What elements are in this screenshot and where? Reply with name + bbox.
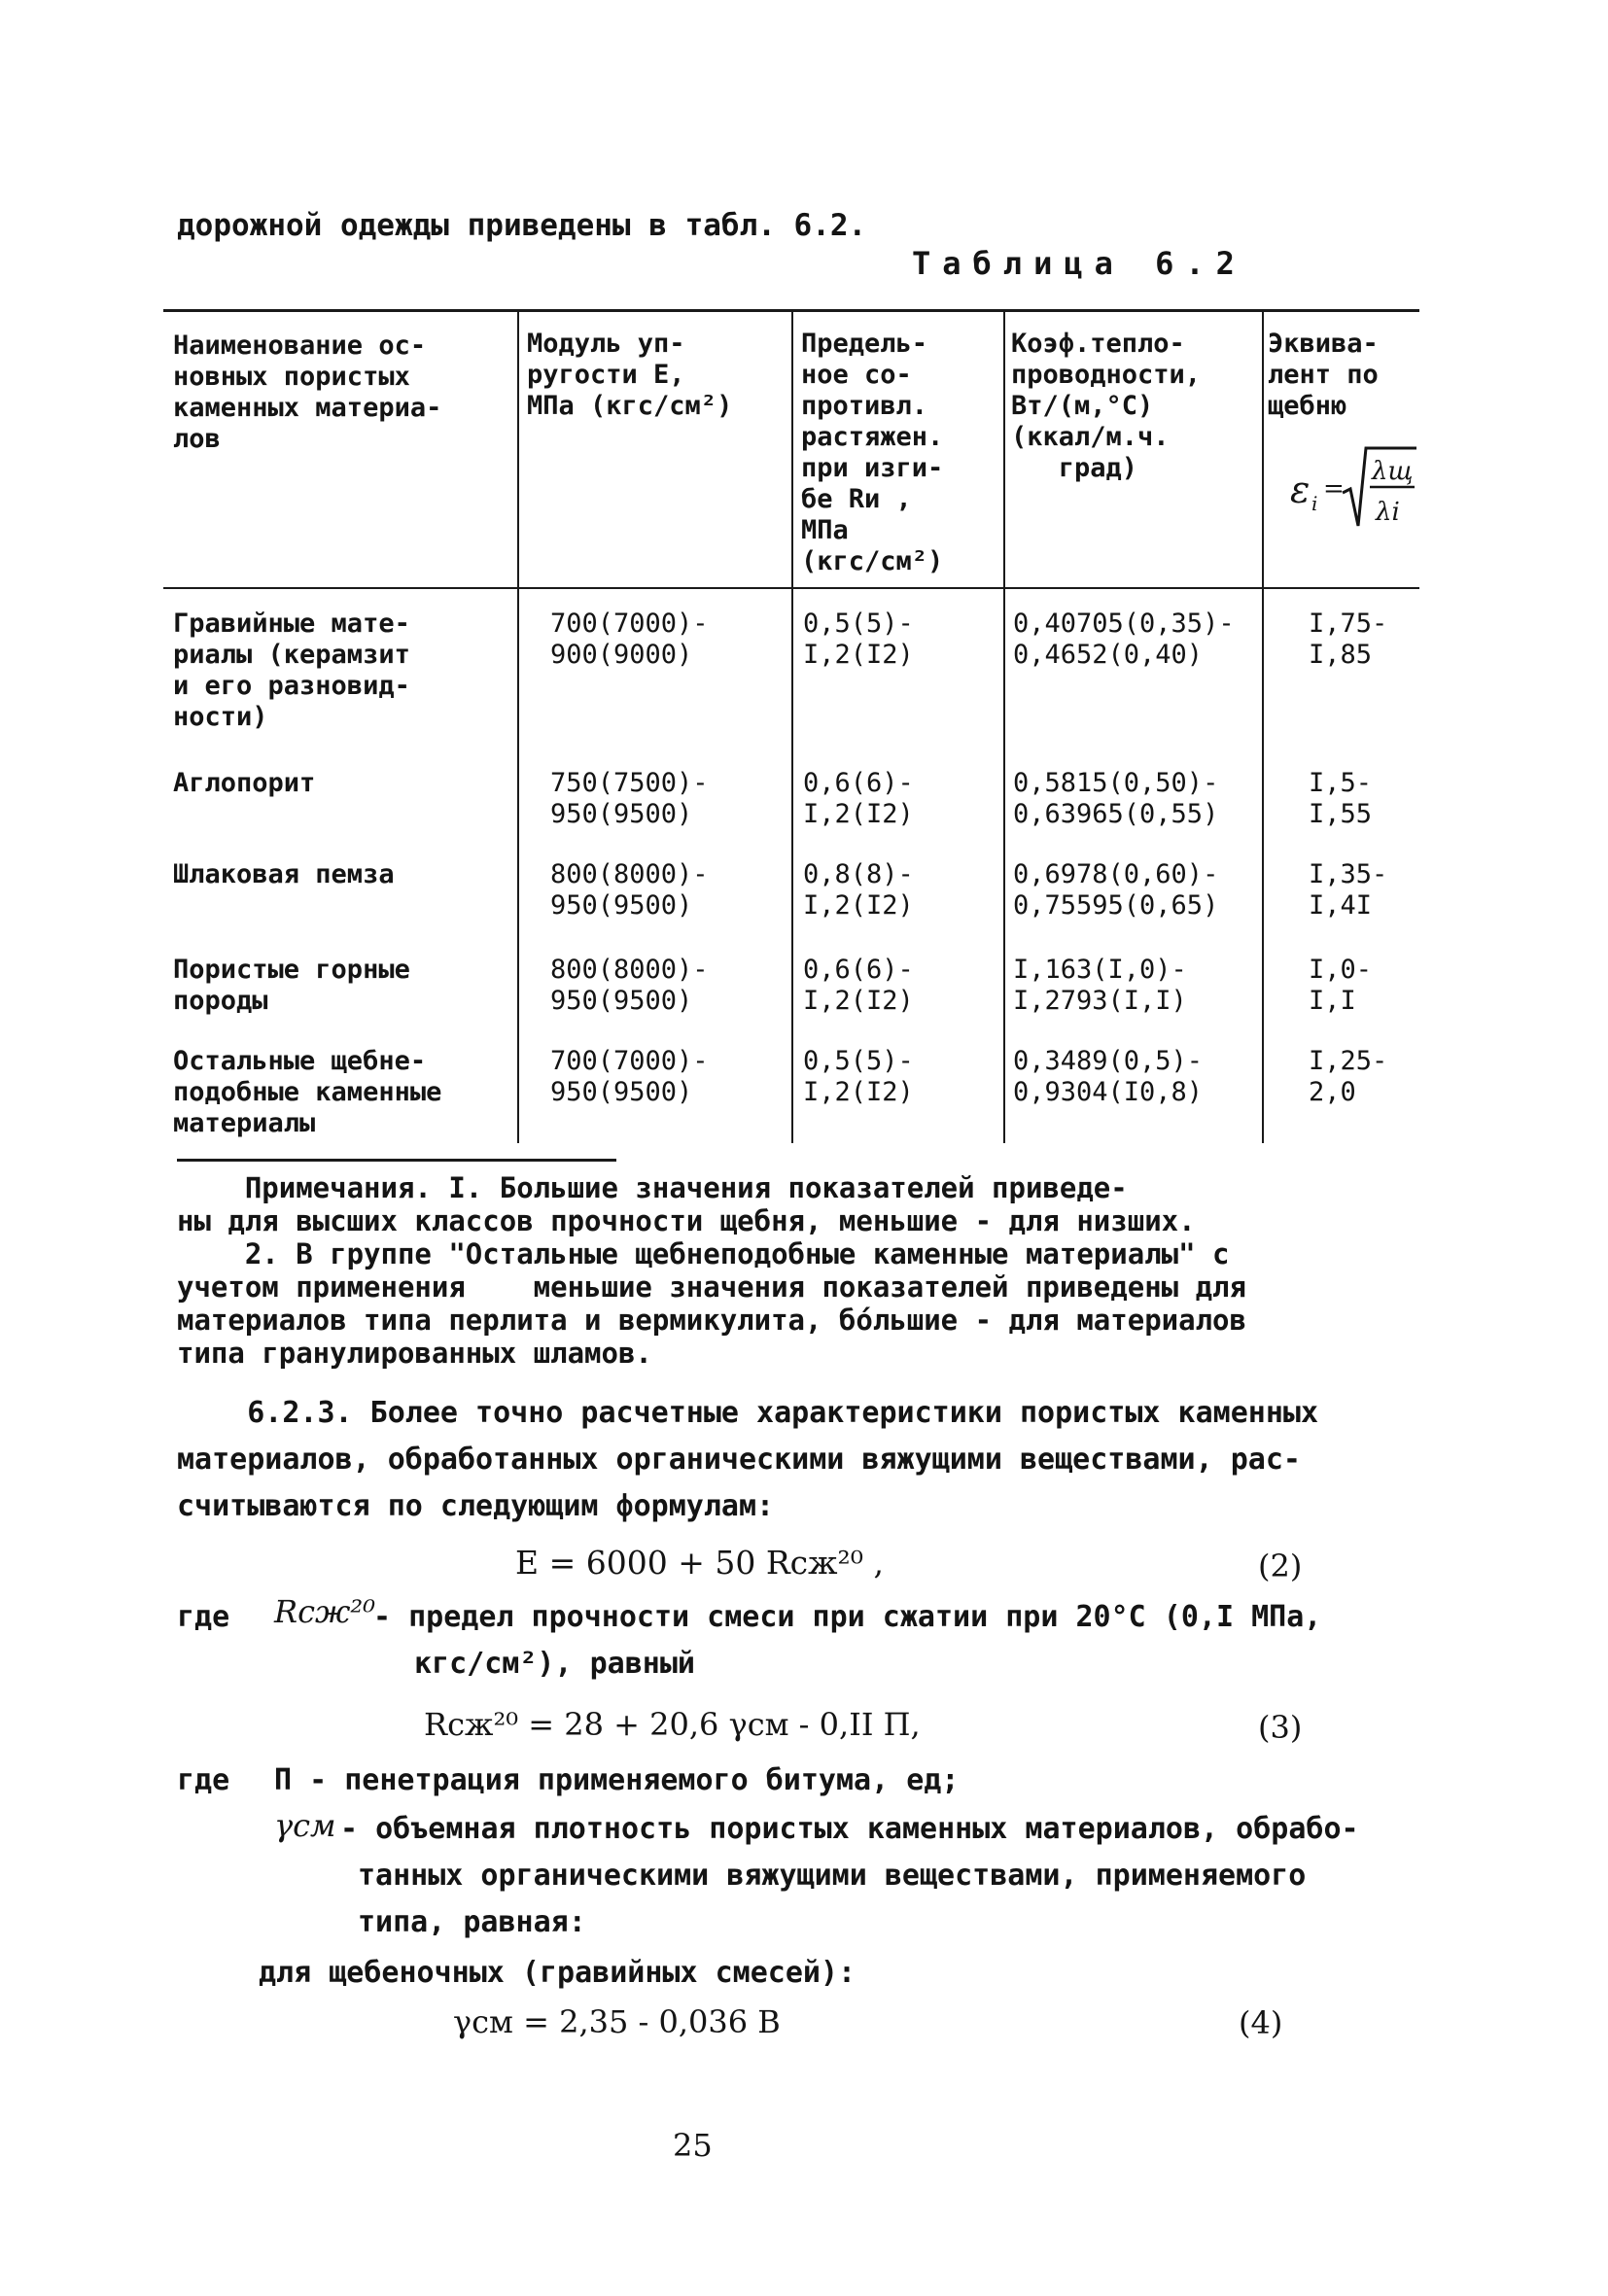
row-3-modulus: 800(8000)- 950(9500)	[550, 859, 709, 921]
table-bottom-rule	[177, 1159, 616, 1162]
row-5-name: Остальные щебне- подобные каменные материалы	[173, 1046, 442, 1138]
where-2-line-3: танных органическими вяжущими веществами, применяемого	[358, 1859, 1307, 1893]
row-5-modulus: 700(7000)- 950(9500)	[550, 1046, 709, 1107]
row-3-conductivity: 0,6978(0,60)- 0,75595(0,65)	[1013, 859, 1219, 921]
row-2-equivalent: I,5- I,55	[1309, 768, 1373, 829]
formula-4-number: (4)	[1239, 2004, 1283, 2041]
row-2-name: Аглопорит	[173, 768, 316, 798]
row-3-equivalent: I,35- I,4I	[1309, 859, 1388, 921]
column-rule-4	[1262, 311, 1264, 1143]
for-gravel-text: для щебеночных (гравийных смесей):	[259, 1956, 856, 1990]
row-1-modulus: 700(7000)- 900(9000)	[550, 609, 709, 670]
note-line-6: типа гранулированных шламов.	[177, 1337, 652, 1370]
formula-4: γсм = 2,35 - 0,036 В	[453, 2003, 781, 2040]
where-2-line-2: - объемная плотность пористых каменных материалов, обрабо-	[340, 1812, 1359, 1846]
note-line-2: ны для высших классов прочности щебня, меньшие - для низших.	[177, 1204, 1196, 1237]
row-2-modulus: 750(7500)- 950(9500)	[550, 768, 709, 829]
row-5-equivalent: I,25- 2,0	[1309, 1046, 1388, 1107]
row-2-conductivity: 0,5815(0,50)- 0,63965(0,55)	[1013, 768, 1219, 829]
row-2-strength: 0,6(6)- I,2(I2)	[803, 768, 914, 829]
svg-text:i: i	[1311, 492, 1318, 515]
where-2-lead: где	[177, 1763, 230, 1797]
where-2-line-1: П - пенетрация применяемого битума, ед;	[274, 1763, 960, 1797]
svg-text:λщ: λщ	[1372, 457, 1414, 486]
column-rule-2	[791, 311, 793, 1143]
row-4-equivalent: I,0- I,I	[1309, 955, 1373, 1016]
row-5-conductivity: 0,3489(0,5)- 0,9304(I0,8)	[1013, 1046, 1204, 1107]
note-line-4: учетом применения меньшие значения показателей приведены для	[177, 1270, 1246, 1304]
column-rule-3	[1003, 311, 1005, 1143]
formula-2: E = 6000 + 50 Rсж²⁰ ,	[515, 1544, 884, 1582]
svg-text:λi: λi	[1376, 498, 1400, 527]
note-line-5: материалов типа перлита и вермикулита, бóльшие - для материалов	[177, 1304, 1246, 1337]
row-4-modulus: 800(8000)- 950(9500)	[550, 955, 709, 1016]
formula-3-number: (3)	[1258, 1709, 1303, 1746]
row-4-name: Пористые горные породы	[173, 955, 410, 1016]
formula-2-number: (2)	[1258, 1548, 1303, 1584]
row-1-strength: 0,5(5)- I,2(I2)	[803, 609, 914, 670]
paragraph-line-2: материалов, обработанных органическими вяжущими веществами, рас-	[177, 1443, 1301, 1477]
header-equivalent: Эквива- лент по щебню	[1268, 329, 1379, 421]
row-5-strength: 0,5(5)- I,2(I2)	[803, 1046, 914, 1107]
paragraph-line-3: считываются по следующим формулам:	[177, 1489, 775, 1523]
row-1-name: Гравийные мате- риалы (керамзит и его разновид- ности)	[173, 609, 410, 732]
intro-line: дорожной одежды приведены в табл. 6.2.	[177, 208, 867, 243]
svg-text:=: =	[1323, 474, 1345, 504]
svg-text:ε: ε	[1290, 469, 1311, 511]
where-2-symbol: γсм	[274, 1807, 336, 1844]
header-material-name: Наименование ос- новных пористых каменных материа- лов	[173, 330, 442, 454]
header-strength: Предель- ное со- противл. растяжен. при изги- бе Rи , МПа (кгс/см²)	[801, 329, 944, 576]
where-1-text-2: кгс/см²), равный	[414, 1647, 695, 1681]
row-1-equivalent: I,75- I,85	[1309, 609, 1388, 670]
note-line-3: 2. В группе "Остальные щебнеподобные каменные материалы" с	[177, 1237, 1230, 1270]
paragraph-line-1: 6.2.3. Более точно расчетные характеристики пористых каменных	[177, 1396, 1318, 1430]
header-modulus: Модуль уп- ругости Е, МПа (кгс/см²)	[527, 329, 733, 421]
row-3-strength: 0,8(8)- I,2(I2)	[803, 859, 914, 921]
where-1-text: - предел прочности смеси при сжатии при 20°С (0,I МПа,	[373, 1600, 1322, 1634]
page-number: 25	[673, 2127, 713, 2164]
where-2-line-4: типа, равная:	[358, 1905, 586, 1939]
column-rule-1	[517, 311, 519, 1143]
header-conductivity: Коэф.тепло- проводности, Вт/(м,°С) (ккал/м.ч. град)	[1011, 329, 1202, 483]
row-4-strength: 0,6(6)- I,2(I2)	[803, 955, 914, 1016]
row-1-conductivity: 0,40705(0,35)- 0,4652(0,40)	[1013, 609, 1235, 670]
row-4-conductivity: I,163(I,0)- I,2793(I,I)	[1013, 955, 1187, 1016]
table-title: Таблица 6.2	[912, 245, 1246, 282]
where-1-symbol: Rсж²⁰	[274, 1593, 376, 1630]
equivalent-formula	[1286, 442, 1422, 539]
where-1-lead: где	[177, 1600, 230, 1634]
row-3-name: Шлаковая пемза	[173, 859, 395, 889]
formula-3: Rсж²⁰ = 28 + 20,6 γсм - 0,II П,	[424, 1706, 921, 1743]
note-line-1: Примечания. I. Большие значения показателей приведе-	[177, 1171, 1128, 1204]
